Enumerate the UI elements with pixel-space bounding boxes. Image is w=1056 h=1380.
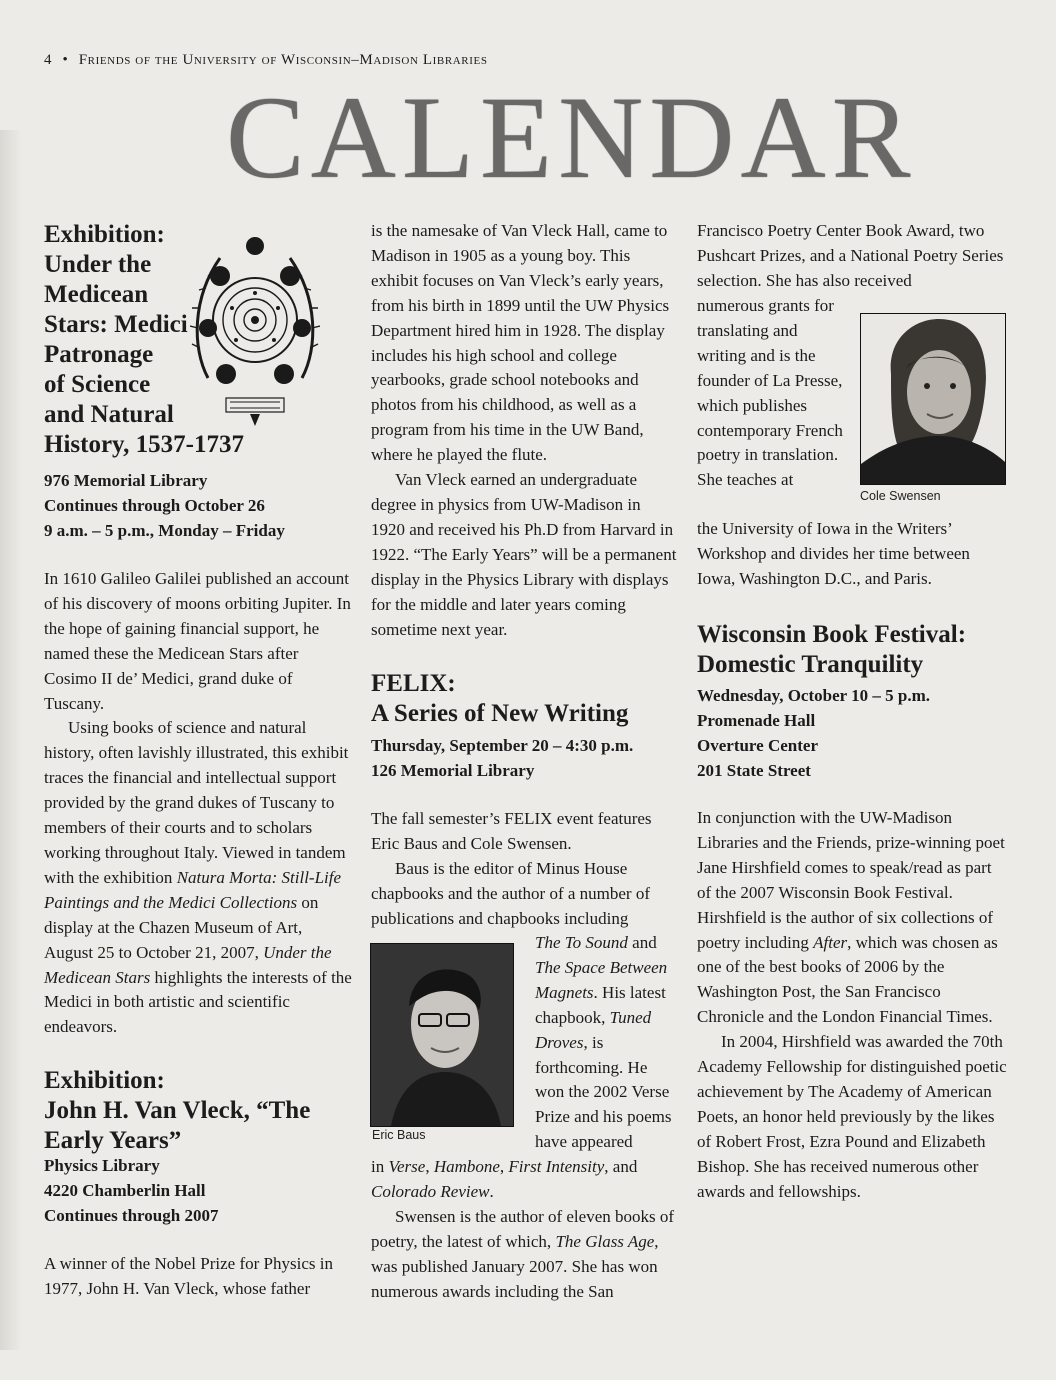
bullet: •: [62, 52, 69, 68]
exhibition2-room: 4220 Chamberlin Hall: [44, 1181, 206, 1200]
felix-body-cont: in Verse, Hambone, First Intensity, and Colorado Review. Swensen is the author of eleven books of poetry, the latest of which, The Glass Age, was published January 2007. She has won numerous awards including the San: [371, 1157, 675, 1301]
felix-details: [371, 733, 677, 783]
exhibition2-title: Exhibition: John H. Van Vleck, “The Early Years”: [44, 1067, 311, 1154]
exhibition1-body: In 1610 Galileo Galilei published an account of his discovery of moons orbiting Jupiter. In the hope of gaining financial support, he named these the Medicean Stars after Cosimo II de’ Medici, grand duke of Tuscany. Using books of science and natural history, often lavishly illustrated, this exhibit traces the financial and intellectual support provided by the grand dukes of Tuscany to members of their courts and to scholars working throughout Italy. Viewed in tandem with the exhibition Natura Morta: Still-Life Paintings and the Medici Collections on display at the Chazen Museum of Art, August 25 to October 21, 2007, Under the Medicean Stars highlights the interests of the Medici in both artistic and scientific endeavors.: [44, 569, 352, 1037]
medici-crest-image: [190, 228, 320, 428]
page-edge-shadow: [0, 130, 22, 1350]
festival-title: Wisconsin Book Festival: Domestic Tranquility: [697, 621, 967, 678]
felix-body-wrap: The To Sound and The Space Between Magnets. His latest chapbook, Tuned Droves, is forthcoming. He won the 2002 Verse Prize and his poems have appeared: [535, 933, 672, 1152]
felix-title: FELIX: A Series of New Writing: [371, 670, 629, 727]
exhibition2-duration: Continues through 2007: [44, 1206, 219, 1225]
publication-name: Friends of the University of Wisconsin–Madison Libraries: [78, 52, 488, 68]
page-number: 4: [44, 52, 53, 68]
eric-baus-caption: Eric Baus: [372, 1128, 426, 1142]
exhibition2-details: [44, 1153, 352, 1228]
felix-body-col3-wrap: numerous grants for translating and writing and is the founder of La Presse, which publishes contemporary French poetry in translation. She teaches at: [697, 296, 843, 490]
festival-address: 201 State Street: [697, 761, 811, 780]
cole-swensen-photo: [860, 313, 1006, 485]
exhibition2-body-start: A winner of the Nobel Prize for Physics in 1977, John H. Van Vleck, whose father: [44, 1254, 333, 1298]
exhibition2-body-cont: is the namesake of Van Vleck Hall, came to Madison in 1905 as a young boy. This exhibit focuses on Van Vleck’s early years, from his birth in 1899 until the UW Physics Department hired him in 1928. The display includes his high school and college yearbooks, grade school notebooks and photos from his childhood, as well as a program from his time in the UW Band, where he played the flute. Van Vleck earned an undergraduate degree in physics from UW-Madison in 1920 and received his Ph.D from Harvard in 1922. “The Early Years” will be a permanent display in the Physics Library with displays for the middle and later years coming sometime next year.: [371, 221, 677, 639]
felix-where: 126 Memorial Library: [371, 761, 535, 780]
exhibition1-duration: Continues through October 26: [44, 496, 265, 515]
festival-center: Overture Center: [697, 736, 818, 755]
felix-body-col3: Francisco Poetry Center Book Award, two Pushcart Prizes, and a National Poetry Series selection. She has also received: [697, 221, 1004, 290]
running-head: [44, 52, 488, 69]
exhibition1-title: Exhibition: Under the Medicean Stars: Medici Patronage of Science and Natural History, 1537-1737: [44, 221, 244, 458]
festival-body: In conjunction with the UW-Madison Libraries and the Friends, prize-winning poet Jane Hirshfield comes to speak/read as part of the 2007 Wisconsin Book Festival. Hirshfield is the author of six collections of poetry including After, which was chosen as one of the best books of 2006 by the Washington Post, the San Francisco Chronicle and the London Financial Times. In 2004, Hirshfield was awarded the 70th Academy Fellowship for distinguished poetic achievement by The Academy of American Poets, an honor held previously by the likes of Robert Frost, Ezra Pound and Elizabeth Bishop. She has received numerous other awards and fellowships.: [697, 808, 1007, 1201]
exhibition1-hours: 9 a.m. – 5 p.m., Monday – Friday: [44, 521, 285, 540]
eric-baus-photo: [370, 943, 514, 1127]
exhibition2-location: Physics Library: [44, 1156, 160, 1175]
cole-swensen-caption: Cole Swensen: [860, 489, 941, 503]
banner-title: CALENDAR: [226, 88, 917, 188]
festival-when: Wednesday, October 10 – 5 p.m.: [697, 686, 930, 705]
festival-hall: Promenade Hall: [697, 711, 816, 730]
festival-details: [697, 683, 1007, 783]
felix-body-col3-cont: the University of Iowa in the Writers’ Workshop and divides her time between Iowa, Washington D.C., and Paris.: [697, 519, 970, 588]
felix-body: The fall semester’s FELIX event features Eric Baus and Cole Swensen. Baus is the editor of Minus House chapbooks and the author of a number of publications and chapbooks including: [371, 809, 652, 928]
felix-when: Thursday, September 20 – 4:30 p.m.: [371, 736, 634, 755]
exhibition1-details: [44, 468, 352, 543]
calendar-banner: [226, 88, 1056, 188]
exhibition1-location: 976 Memorial Library: [44, 471, 208, 490]
